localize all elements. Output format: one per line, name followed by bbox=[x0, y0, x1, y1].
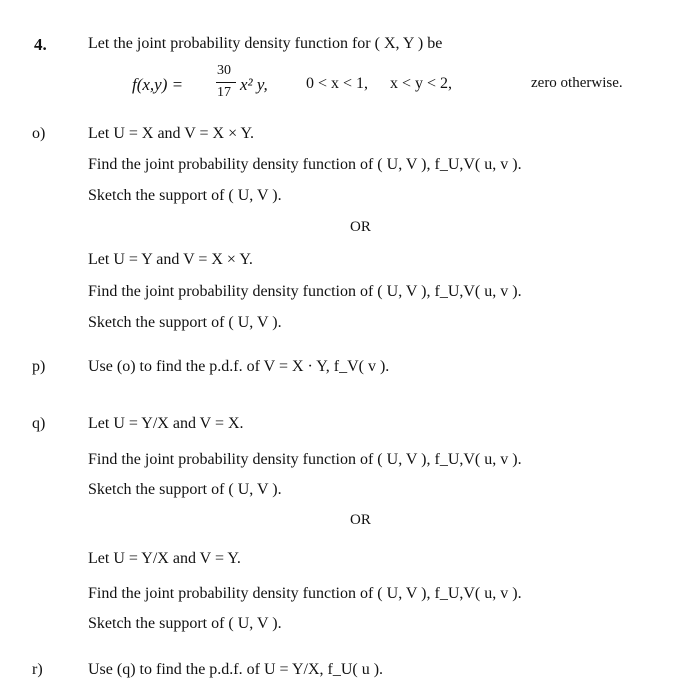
density-rhs: x² y, bbox=[240, 75, 268, 94]
part-o-let-a: Let U = X and V = X × Y. bbox=[88, 125, 255, 142]
fraction-bar bbox=[216, 82, 236, 83]
part-o-find-a: Find the joint probability density function of ( U, V ), f_U,V( u, v ). bbox=[88, 156, 522, 173]
part-o-let-b: Let U = Y and V = X × Y. bbox=[88, 251, 253, 268]
density-lhs: f(x,y) = bbox=[132, 75, 184, 94]
part-q-label: q) bbox=[32, 415, 46, 432]
part-q-sketch-a: Sketch the support of ( U, V ). bbox=[88, 481, 282, 498]
part-p-label: p) bbox=[32, 358, 46, 375]
part-o-sketch-a: Sketch the support of ( U, V ). bbox=[88, 187, 282, 204]
part-q-let-b: Let U = Y/X and V = Y. bbox=[88, 550, 241, 567]
part-q-find-a: Find the joint probability density function of ( U, V ), f_U,V( u, v ). bbox=[88, 451, 522, 468]
problem-intro: Let the joint probability density function for ( X, Y ) be bbox=[88, 35, 443, 52]
part-o-label: o) bbox=[32, 125, 46, 142]
density-cond-y: x < y < 2, bbox=[390, 75, 453, 92]
part-o-or: OR bbox=[350, 219, 371, 235]
part-q-let-a: Let U = Y/X and V = X. bbox=[88, 415, 244, 432]
part-p-text: Use (o) to find the p.d.f. of V = X · Y, f_V( v ). bbox=[88, 358, 390, 375]
part-r-text: Use (q) to find the p.d.f. of U = Y/X, f_U( u ). bbox=[88, 661, 384, 678]
part-o-find-b: Find the joint probability density function of ( U, V ), f_U,V( u, v ). bbox=[88, 283, 522, 300]
density-denominator: 17 bbox=[217, 85, 231, 100]
density-otherwise: zero otherwise. bbox=[531, 75, 623, 91]
density-cond-x: 0 < x < 1, bbox=[306, 75, 369, 92]
part-q-or: OR bbox=[350, 512, 371, 528]
part-o-sketch-b: Sketch the support of ( U, V ). bbox=[88, 314, 282, 331]
part-q-find-b: Find the joint probability density function of ( U, V ), f_U,V( u, v ). bbox=[88, 585, 522, 602]
part-r-label: r) bbox=[32, 661, 43, 678]
density-numerator: 30 bbox=[217, 63, 231, 78]
problem-number: 4. bbox=[34, 35, 47, 54]
part-q-sketch-b: Sketch the support of ( U, V ). bbox=[88, 615, 282, 632]
